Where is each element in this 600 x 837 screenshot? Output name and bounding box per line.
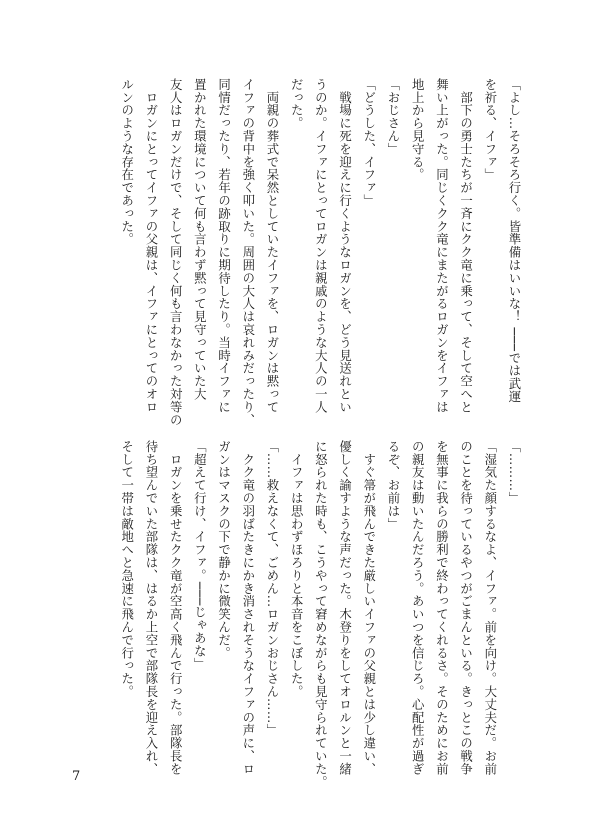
text-column: 「……救えなくて、ごめん…ロガンおじさん……」 [264,440,280,737]
text-column: 部下の勇士たちが一斉にクク竜に乗って、そして空へと [458,78,474,414]
text-column: のことを待っているやつがごまんといる。きっとこの戦争 [458,440,474,776]
text-column: 同情だったり、若年の跡取りに期待したり。当時イファに [216,78,232,414]
text-column: を無事に我らの勝利で終わってくれるさ。そのためにお前 [434,440,450,776]
text-column: だった。 [289,78,305,130]
text-column: 置かれた環境について何も言わず黙って見守っていた大 [192,78,208,401]
text-column: 「………」 [507,440,522,505]
text-column: るぞ、お前は」 [385,440,401,531]
text-column: イファは思わずほろりと本音をこぼした。 [289,440,305,698]
text-column: ルンのような存在であった。 [119,78,135,246]
text-column: イファの背中を強く叩いた。周囲の大人は哀れみだったり、 [240,78,256,427]
text-column: 友人はロガンだけで、そして同じく何も言わなかった対等の [168,78,184,427]
text-column: ロガンを乗せたクク竜が空高く飛んで行った。部隊長を [168,440,184,776]
text-column: 「よし…そろそろ行く。皆準備はいいな！ ───では武運 [507,78,522,404]
text-column: 「おじさん」 [385,78,401,156]
text-column: うのか。イファにとってロガンは親戚のような大人の一人 [313,78,329,414]
text-column: を祈る、イファ」 [482,78,498,182]
text-column: 待ち望んでいた部隊は、はるか上空で部隊長を迎え入れ、 [143,440,159,776]
text-column: 「湿気た顔するなよ、イファ。前を向け。大丈夫だ。お前 [482,440,498,776]
text-column: そして一帯は敵地へと急速に飛んで行った。 [119,440,135,698]
text-column: 舞い上がった。同じくクク竜にまたがるロガンをイファは [434,78,450,414]
text-column: 「超えて行け、イファ。───じゃあな」 [192,440,208,671]
upper-text-block [115,78,526,427]
lower-text-block [115,440,526,789]
text-column: 「どうした、イファ」 [361,78,377,207]
page-number: 7 [72,769,81,784]
text-column: 両親の葬式で呆然としていたイファを、ロガンは黙って [264,78,280,414]
text-column: クク竜の羽ばたきにかき消されそうなイファの声に、ロ [240,440,256,776]
text-column: 戦場に死を迎えに行くようなロガンを、どう見送れとい [337,78,353,414]
text-column: に怒られた時も、こうやって窘めながらも見守られていた。 [313,440,329,789]
text-column: 地上から見守る。 [410,78,426,182]
text-column: の親友は動いたんだろう。あいつを信じろ。心配性が過ぎ [410,440,426,776]
text-column: すぐ箒が飛んできた厳しいイファの父親とは少し違い、 [361,440,377,776]
text-column: ガンはマスクの下で静かに微笑んだ。 [216,440,232,660]
text-column: ロガンにとってイファの父親は、イファにとってのオロ [143,78,159,414]
text-column: 優しく諭すような声だった。木登りをしてオロルンと一緒 [337,440,353,776]
